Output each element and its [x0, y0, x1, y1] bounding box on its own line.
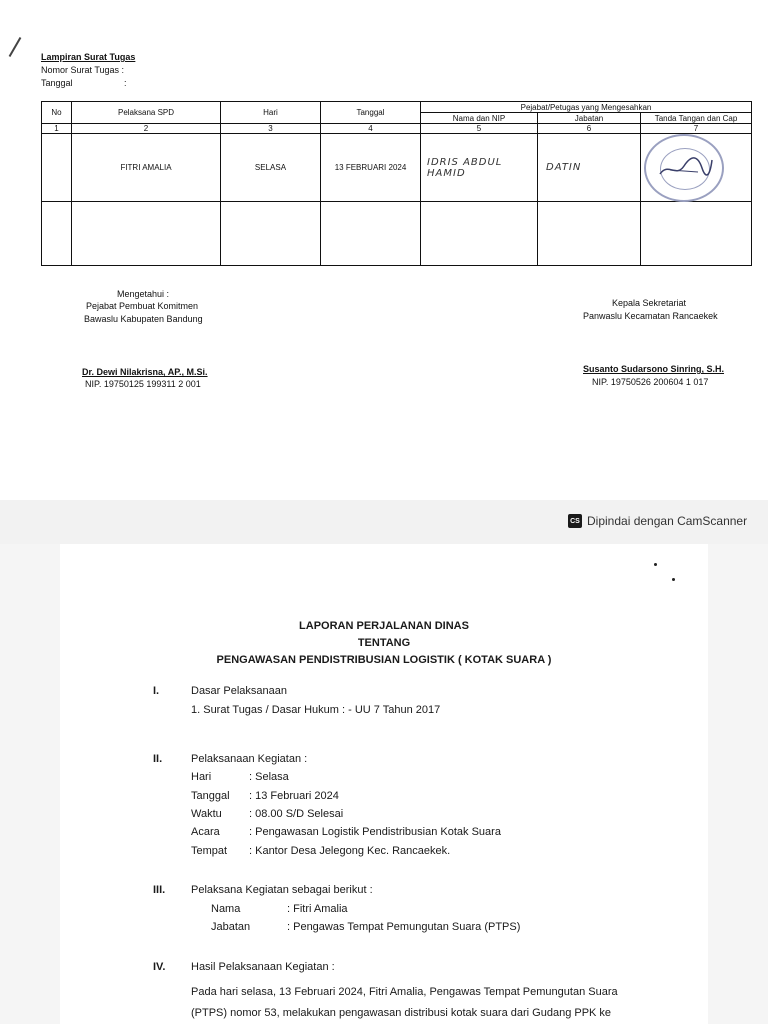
signature-table	[41, 101, 752, 266]
section-1-number: I.	[153, 685, 160, 697]
header-pejabat-group: Pejabat/Petugas yang Mengesahkan	[421, 102, 752, 113]
field-label: Jabatan	[211, 921, 251, 933]
section-4-title: Hasil Pelaksanaan Kegiatan :	[191, 961, 335, 973]
empty-cell	[421, 202, 538, 266]
left-signer-name: Dr. Dewi Nilakrisna, AP., M.Si.	[82, 367, 208, 377]
col-number: 3	[221, 124, 321, 134]
right-role-1: Kepala Sekretariat	[612, 298, 687, 308]
report-body-line: Pada hari selasa, 13 Februari 2024, Fitri Amalia, Pengawas Tempat Pemungutan Suara	[191, 986, 618, 998]
handwritten-name: IDRIS ABDUL HAMID	[427, 156, 503, 179]
left-signer-nip: NIP. 19750125 199311 2 001	[85, 379, 201, 389]
field-label: Acara	[191, 826, 220, 838]
field-label: Nama	[211, 903, 241, 915]
tanggal-label: Tanggal	[41, 78, 73, 88]
report-body-line: (PTPS) nomor 53, melakukan pengawasan distribusi kotak suara dari Gudang PPK ke	[191, 1007, 612, 1019]
section-2-number: II.	[153, 753, 163, 765]
empty-cell	[538, 202, 641, 266]
header-pelaksana: Pelaksana SPD	[72, 102, 221, 124]
right-signer-name: Susanto Sudarsono Sinring, S.H.	[583, 364, 725, 374]
camscanner-label: Dipindai dengan CamScanner	[587, 514, 748, 528]
field-value: : Kantor Desa Jelegong Kec. Rancaekek.	[249, 845, 451, 857]
cell-nama-handwritten	[421, 134, 538, 202]
field-label: Tempat	[191, 845, 228, 857]
table-row	[42, 202, 752, 266]
cell-hari: SELASA	[221, 134, 321, 202]
cell-no	[42, 134, 72, 202]
col-number: 6	[538, 124, 641, 134]
report-title-2: TENTANG	[357, 637, 411, 649]
pen-mark	[9, 37, 22, 57]
header-jabatan: Jabatan	[538, 113, 641, 124]
field-label: Tanggal	[191, 790, 230, 802]
cell-pelaksana: FITRI AMALIA	[72, 134, 221, 202]
field-label: Hari	[191, 771, 212, 783]
report-page	[60, 544, 708, 1024]
mengetahui-label: Mengetahui :	[117, 289, 170, 299]
empty-cell	[321, 202, 421, 266]
section-3-number: III.	[153, 884, 166, 896]
section-2-title: Pelaksanaan Kegiatan :	[191, 753, 308, 765]
field-label: Waktu	[191, 808, 222, 820]
handwritten-jabatan: DATIN	[546, 162, 582, 173]
header-nama-nip: Nama dan NIP	[421, 113, 538, 124]
right-signer-nip: NIP. 19750526 200604 1 017	[592, 377, 709, 387]
section-1-title: Dasar Pelaksanaan	[191, 685, 288, 697]
col-number: 1	[42, 124, 72, 134]
field-value: : Selasa	[249, 771, 289, 783]
header-hari: Hari	[221, 102, 321, 124]
header-tanggal: Tanggal	[321, 102, 421, 124]
col-number: 4	[321, 124, 421, 134]
empty-cell	[641, 202, 752, 266]
empty-cell	[72, 202, 221, 266]
nomor-surat-label: Nomor Surat Tugas :	[41, 65, 125, 75]
field-value: : 13 Februari 2024	[249, 790, 339, 802]
col-number: 7	[641, 124, 752, 134]
signature-scribble	[658, 152, 714, 182]
section-3-title: Pelaksana Kegiatan sebagai berikut :	[191, 884, 373, 896]
header-no: No	[42, 102, 72, 124]
camscanner-icon: CS	[568, 514, 582, 528]
header-ttd: Tanda Tangan dan Cap	[641, 113, 752, 124]
cell-tanggal: 13 FEBRUARI 2024	[321, 134, 421, 202]
field-value: : Pengawasan Logistik Pendistribusian Kotak Suara	[249, 826, 501, 838]
tanggal-colon: :	[124, 78, 127, 88]
right-role-2: Panwaslu Kecamatan Rancaekek	[583, 311, 718, 321]
section-4-number: IV.	[153, 961, 166, 973]
left-role-1: Pejabat Pembuat Komitmen	[86, 301, 199, 311]
section-1-item: 1. Surat Tugas / Dasar Hukum : - UU 7 Tahun 2017	[191, 704, 441, 716]
empty-cell	[42, 202, 72, 266]
attachment-title: Lampiran Surat Tugas	[41, 52, 136, 62]
field-value: : Pengawas Tempat Pemungutan Suara (PTPS)	[287, 921, 521, 933]
col-number: 5	[421, 124, 538, 134]
camscanner-watermark	[568, 514, 747, 528]
cell-jabatan-handwritten	[538, 134, 641, 202]
left-role-2: Bawaslu Kabupaten Bandung	[84, 314, 203, 324]
empty-cell	[221, 202, 321, 266]
report-title-3: PENGAWASAN PENDISTRIBUSIAN LOGISTIK ( KOTAK SUARA )	[216, 654, 552, 666]
attachment-page	[0, 0, 768, 500]
scan-speck	[672, 578, 675, 581]
report-title-1: LAPORAN PERJALANAN DINAS	[299, 620, 469, 632]
field-value: : Fitri Amalia	[287, 903, 348, 915]
field-value: : 08.00 S/D Selesai	[249, 808, 344, 820]
col-number: 2	[72, 124, 221, 134]
scan-speck	[654, 563, 657, 566]
